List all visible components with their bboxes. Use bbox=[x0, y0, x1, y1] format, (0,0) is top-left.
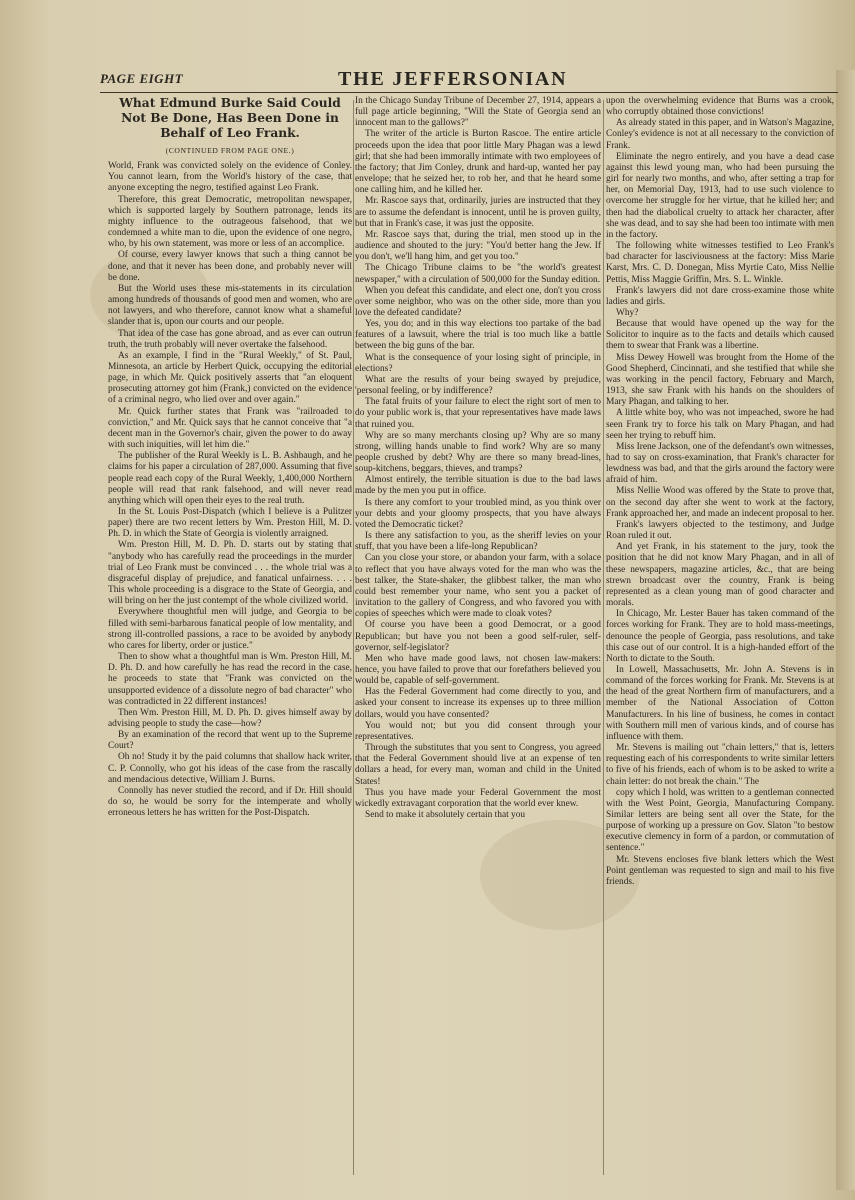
column-2 bbox=[355, 96, 601, 1181]
paragraph: Almost entirely, the terrible situation is due to the bad laws made by the men you put in office. bbox=[355, 475, 601, 497]
paragraph: Yes, you do; and in this way elections too partake of the bad features of a lawsuit, where the trial is too much like a battle between the big guns of the bar. bbox=[355, 319, 601, 352]
paragraph: A little white boy, who was not impeached, swore he had seen Frank try to force his talk on Mary Phagan, and had seen her trying to rebuff him. bbox=[606, 408, 834, 441]
paragraph: Therefore, this great Democratic, metropolitan newspaper, which is supported largely by Southern patronage, lends its mighty influence to the outrageous falsehood, that we condemned a white man to die, upon the evidence of one negro, who, by his own statement, was more or less of an accomplice. bbox=[108, 194, 352, 250]
paragraph: Thus you have made your Federal Government the most wickedly extravagant corporation that the world ever knew. bbox=[355, 787, 601, 809]
article-headline: What Edmund Burke Said Could Not Be Done, Has Been Done in Behalf of Leo Frank. bbox=[119, 96, 341, 140]
paragraph: Wm. Preston Hill, M. D. Ph. D. starts out by stating that "anybody who has carefully read the proceedings in the murder trial of Leo Frank must be convinced . . . the whole trial was a disgraceful display of prejudice, and fanatical unfairness. . . . This whole proceeding is a disgrace to the State of Georgia, and will bring on her the just contempt of the whole civilized world. bbox=[108, 540, 352, 607]
paragraph: Why are so many merchants closing up? Why are so many strong, willing hands unable to find work? Why are so many people crushed by debt? Why are there so many bread-lines, soup-kitchens, beggars, thieves, and tramps? bbox=[355, 430, 601, 475]
paragraph: copy which I hold, was written to a gentleman connected with the West Point, Georgia, Manufacturing Company. Similar letters are being sent all over the State, for the purpose of working up a pressure on Gov. Slaton "to bestow executive clemency in form of a pardon, or commutation of sentence." bbox=[606, 787, 834, 854]
column-3-body bbox=[606, 96, 834, 888]
paragraph: Because that would have opened up the way for the Solicitor to inquire as to the facts and details which caused them to swear that Frank was a libertine. bbox=[606, 319, 834, 352]
paragraph: That idea of the case has gone abroad, and as ever can outrun truth, the truth probably will never overtake the falsehood. bbox=[108, 328, 352, 350]
paragraph: As an example, I find in the "Rural Weekly," of St. Paul, Minnesota, an article by Herbert Quick, occupying the editorial page, in which Mr. Quick positively asserts that "an eloquent prosecuting attorney got him (Frank,) convicted on the evidence of a criminal negro, who lied over and over again." bbox=[108, 350, 352, 406]
paragraph: World, Frank was convicted solely on the evidence of Conley. You cannot learn, from the World's history of the case, that anyone excepting the negro, testified against Leo Frank. bbox=[108, 161, 352, 194]
paragraph: Miss Dewey Howell was brought from the Home of the Good Shepherd, Cincinnati, and she testified that while she was working in the pencil factory, February and March, 1913, she saw Frank with his hands on the shoulders of Mary Phagan, and talking to her. bbox=[606, 352, 834, 408]
paragraph: Mr. Stevens is mailing out "chain letters," that is, letters requesting each of his correspondents to write similar letters to five of his friends, each of whom is to be asked to write a chain letter: do not break the chain." The bbox=[606, 743, 834, 787]
paragraph: Then to show what a thoughtful man is Wm. Preston Hill, M. D. Ph. D. and how carefully he has read the record in the case, he proceeds to state that "Frank was convicted on the unsupported evidence of a dissolute negro of bad character" who was contradicted in 22 different instances! bbox=[108, 652, 352, 707]
paragraph: Miss Nellie Wood was offered by the State to prove that, on the second day after she went to work at the factory, Frank approached her, and made an indecent proposal to her. bbox=[606, 486, 834, 519]
paragraph: Mr. Rascoe says that, ordinarily, juries are instructed that they are to assume the defendant is innocent, until he is proven guilty, but that in Frank's case, it was just the opposite. bbox=[355, 196, 601, 229]
paragraph: Frank's lawyers did not dare cross-examine those white ladies and girls. bbox=[606, 285, 834, 307]
paragraph: Oh no! Study it by the paid columns that shallow hack writer, C. P. Connolly, who got his ideas of the case from the rascally and mendacious detective, William J. Burns. bbox=[108, 752, 352, 785]
paragraph: The writer of the article is Burton Rascoe. The entire article proceeds upon the idea that poor little Mary Phagan was a lewd girl; that she had been immorally intimate with two employees of the factory; that Jim Conley, drunk and hard-up, wanted her pay envelope; that he seized her, to rob her, and that he heard some one calling him, and he killed her. bbox=[355, 129, 601, 196]
column-1 bbox=[108, 96, 352, 1181]
paragraph: Frank's lawyers objected to the testimony, and Judge Roan ruled it out. bbox=[606, 519, 834, 542]
column-divider bbox=[603, 100, 604, 1175]
paragraph: What are the results of your being swayed by prejudice, 'personal feeling, or by indifference? bbox=[355, 374, 601, 397]
paragraph: But the World uses these mis-statements in its circulation among hundreds of thousands of good men and women, who are not lawyers, and who therefore, cannot know what a shameful slander that is, upon our courts and our people. bbox=[108, 283, 352, 328]
paragraph: upon the overwhelming evidence that Burns was a crook, who corruptly obtained those convictions! bbox=[606, 96, 834, 118]
paragraph: The fatal fruits of your failure to elect the right sort of men to do your public work is, that your representatives have made laws that ruined you. bbox=[355, 397, 601, 430]
paragraph: Through the substitutes that you sent to Congress, you agreed that the Federal Government should live at an expense of ten dollars a head, for every man, woman and child in the United States! bbox=[355, 743, 601, 787]
paragraph: By an examination of the record that went up to the Supreme Court? bbox=[108, 730, 352, 752]
paragraph: Mr. Rascoe says that, during the trial, men stood up in the audience and shouted to the jury: "You'd better hang the Jew. If you don't, we'll hang him, and get you too." bbox=[355, 229, 601, 263]
paragraph: Everywhere thoughtful men will judge, and Georgia to be filled with semi-barbarous fanatical people of low mentality, and strong ill-controlled passions, a race to be avoided by anybody who cares for liberty, order or justice." bbox=[108, 607, 352, 651]
column-divider bbox=[353, 100, 354, 1175]
paragraph: You would not; but you did consent through your representatives. bbox=[355, 720, 601, 742]
masthead-rule bbox=[100, 92, 838, 93]
paragraph: And yet Frank, in his statement to the jury, took the position that he did not know Mary Phagan, and in all of these newspapers, magazine articles, &c., that are being strewn broadcast over the country, Frank is being represented as a clean young man of good character and morals. bbox=[606, 542, 834, 609]
page-number: PAGE EIGHT bbox=[100, 71, 184, 86]
newspaper-title: THE JEFFERSONIAN bbox=[338, 68, 568, 90]
paragraph: In Chicago, Mr. Lester Bauer has taken command of the forces working for Frank. They are to hold mass-meetings, denounce the people of Georgia, pass resolutions, and take this case out of our control. It is a high-handed effort of the North to dictate to the South. bbox=[606, 609, 834, 664]
paragraph: Can you close your store, or abandon your farm, with a solace to reflect that you have always voted for the man who was the best talker, the State-shaker, the glibbest talker, the man who could best remember your name, who sent you a packet of invitation to the gallery of Congress, and who favored you with copies of speeches which were made to cloak votes? bbox=[355, 553, 601, 620]
paragraph: Mr. Quick further states that Frank was "railroaded to conviction," and Mr. Quick says that he cannot conceive that "a decent man in the Governor's chair, given the power to do away with such iniquities, will let him die." bbox=[108, 406, 352, 451]
paragraph: Is there any comfort to your troubled mind, as you think over your debts and your gloomy prospects, that you have always voted the Democratic ticket? bbox=[355, 497, 601, 530]
paragraph: The Chicago Tribune claims to be "the world's greatest newspaper," with a circulation of 500,000 for the Sunday edition. bbox=[355, 263, 601, 285]
column-3 bbox=[606, 96, 834, 1181]
paragraph: As already stated in this paper, and in Watson's Magazine, Conley's evidence is not at all necessary to the conviction of Frank. bbox=[606, 118, 834, 151]
paragraph: Of course, every lawyer knows that such a thing cannot be done, and that it never has been done, and probably never will be done. bbox=[108, 250, 352, 283]
paragraph: In Lowell, Massachusetts, Mr. John A. Stevens is in command of the forces working for Frank. Mr. Stevens is at the head of the great Northern firm of manufacturers, and a member of the National Association of Cotton Manufacturers. In his line of business, he comes in contact with Southern mill men of various kinds, and of course has influence with them. bbox=[606, 664, 834, 742]
column-2-body bbox=[355, 96, 601, 821]
paragraph: Mr. Stevens encloses five blank letters which the West Point gentleman was requested to sign and mail to his five friends. bbox=[606, 854, 834, 887]
paragraph: In the Chicago Sunday Tribune of December 27, 1914, appears a full page article beginning, "Will the State of Georgia send an innocent man to the gallows?" bbox=[355, 96, 601, 129]
continued-note: (CONTINUED FROM PAGE ONE.) bbox=[165, 146, 295, 155]
paragraph: Why? bbox=[616, 307, 639, 318]
column-1-body bbox=[108, 161, 352, 819]
paragraph: Of course you have been a good Democrat, or a good Republican; but have you not been a good self-ruler, self-governor, self-legislator? bbox=[355, 620, 601, 653]
paragraph: The following white witnesses testified to Leo Frank's bad character for lasciviousness at the factory: Miss Marie Karst, Mrs. C. D. Donegan, Miss Myrtie Cato, Miss Nellie Pettis, Miss Maggie Griffin, Mrs. S. L. Winkle. bbox=[606, 241, 834, 285]
paragraph: Is there any satisfaction to you, as the sheriff levies on your stuff, that you have been a life-long Republican? bbox=[355, 531, 601, 553]
paragraph: Miss Irene Jackson, one of the defendant's own witnesses, had to say on cross-examination, that Frank's character for lewdness was bad, and that the girls around the factory were afraid of him. bbox=[606, 441, 834, 486]
paragraph: Connolly has never studied the record, and if Dr. Hill should do so, he would be sorry for the intemperate and wholly erroneous letters he has written for the Post-Dispatch. bbox=[108, 785, 352, 819]
paragraph: In the St. Louis Post-Dispatch (which I believe is a Pulitzer paper) there are two recent letters by Wm. Preston Hill, M. D. Ph. D. in which the State of Georgia is violently arraigned. bbox=[108, 507, 352, 540]
paragraph: What is the consequence of your losing sight of principle, in elections? bbox=[355, 352, 601, 374]
adjacent-page-edge bbox=[836, 70, 855, 1190]
paragraph: Eliminate the negro entirely, and you have a dead case against this lewd young man, who had been pursuing the girl for nearly two months, and who, after setting a trap for her, on Memorial Day, 1913, had to use such violence to overcome her struggle for her virtue, that he killed her; and then had the diabolical cruelty to attack her character, after she was dead, and to say she had been too intimate with men in the factory. bbox=[606, 151, 834, 240]
paragraph: Send to make it absolutely certain that you bbox=[365, 810, 526, 820]
paragraph: The publisher of the Rural Weekly is L. B. Ashbaugh, and he claims for his paper a circulation of 287,000. Assuming that five people read each copy of the Rural Weekly, 1,400,000 Northern people will read that rank falsehood, and will never read anything which will open their eyes to the real truth. bbox=[108, 451, 352, 506]
paragraph: Has the Federal Government had come directly to you, and asked your consent to increase its expenses up to three million dollars, would you have consented? bbox=[355, 687, 601, 720]
masthead bbox=[100, 68, 838, 92]
paragraph: Then Wm. Preston Hill, M. D. Ph. D. gives himself away by advising people to study the case—how? bbox=[108, 707, 352, 729]
paragraph: Men who have made good laws, not chosen law-makers: hence, you have failed to prove that our forefathers believed you would be, capable of self-government. bbox=[355, 653, 601, 687]
paragraph: When you defeat this candidate, and elect one, don't you cross over some neighbor, who was on the other side, more than you love the defeated candidate? bbox=[355, 285, 601, 318]
